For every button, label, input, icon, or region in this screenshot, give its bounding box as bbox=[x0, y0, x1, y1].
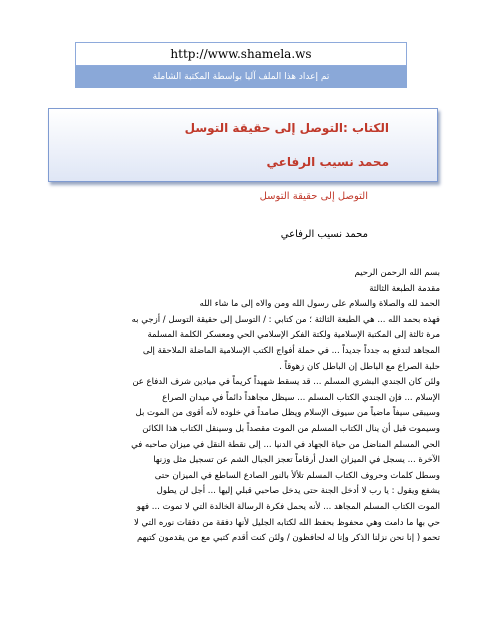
body-text bbox=[40, 266, 440, 547]
text-line: ولئن كان الجندي البشري المسلم ... قد يسقط شهيداً كريماً في ميادين شرف الدفاع عن bbox=[132, 377, 440, 388]
text-line: وسيبقى سيفاً ماضياً من سيوف الإسلام ويظل صامداً في خلوده لأنه أقوى من الموت بل bbox=[135, 408, 440, 419]
text-line: الحي المسلم المناضل من حياة الجهاد في الدنيا ... إلى نقطة النقل في ميزان صاحبه في bbox=[131, 439, 440, 450]
text-line: حلبة الصراع مع الباطل إن الباطل كان زهوقاً . bbox=[279, 361, 440, 372]
text-line: الآخرة ... يسجل في الميزان العدل أرقاماً تعجز الجبال الشم عن تسجيل مثل وزنها bbox=[153, 455, 440, 466]
text-line: الإسلام ... فإن الجندي الكتاب المسلم ... سيظل مجاهداً دائماً في ميدان الصراع bbox=[162, 392, 440, 403]
text-line: يشفع ويقول : يا رب لا أدخل الجنة حتى يدخل صاحبي قبلي إليها ... أجل لن يطول bbox=[156, 486, 440, 497]
text-line: بسم الله الرحمن الرحيم bbox=[354, 268, 440, 278]
text-line: تحمو ( إنا نحن نزلنا الذكر وإنا له لحافظون / ولئن كنت أقدم كتبي مع من يقدمون كتبهم bbox=[136, 533, 440, 544]
text-line: المجاهد لتدفع به جدداً جديداً ... في حملة أفواج الكتب الإسلامية الماضلة الملاحقة إلى bbox=[142, 345, 440, 356]
text-line: الحمد لله والصلاة والسلام على رسول الله ومن والاه إلى ما شاء الله bbox=[199, 299, 440, 310]
text-line: وسيموت قبل أن ينال الكتاب المسلم من الموت مقصداً بل وسينقل الكتاب هذا الكائن bbox=[142, 423, 440, 434]
text-line: الموت الكتاب المسلم المجاهد ... لأنه يحمل فكرة الرسالة الخالدة التي لا تموت ... فهو bbox=[136, 501, 440, 512]
site-url[interactable]: http://www.shamela.ws bbox=[170, 47, 312, 61]
content-author: محمد نسيب الرفاعي bbox=[280, 229, 368, 240]
text-line: مقدمة الطبعة الثالثة bbox=[369, 283, 440, 294]
book-author: محمد نسيب الرفاعي bbox=[266, 155, 389, 169]
text-line: حي بها ما دامت وهي محفوظ بحفظ الله لكتابه الجليل لأنها دفقة من دفقات نوره التي لا bbox=[133, 517, 440, 528]
text-line: مرة ثالثة إلى المكتبة الإسلامية ولكتة الفكر الإسلامي الحي ومعسكر الكلمة المسلمة bbox=[147, 330, 440, 341]
banner-text: تم إعداد هذا الملف آليا بواسطة المكتبة الشاملة bbox=[152, 72, 330, 82]
content-heading: التوصل إلى حقيقة التوسل bbox=[259, 191, 368, 202]
book-title: الكتاب :التوصل إلى حقيقة التوسل bbox=[184, 121, 389, 135]
url-box[interactable] bbox=[75, 42, 407, 66]
generated-banner bbox=[75, 66, 407, 88]
text-line: فهذه بحمد الله ... هي الطبعة الثالثة ؛ من كتابي : / التوسل إلى حقيقة التوسل / أزجي به bbox=[131, 314, 440, 325]
book-title-box bbox=[48, 108, 438, 182]
text-line: وسطل كلمات وحروف الكتاب المسلم تلألأ بالنور الصادع الساطع في الميزان حتى bbox=[154, 470, 440, 481]
